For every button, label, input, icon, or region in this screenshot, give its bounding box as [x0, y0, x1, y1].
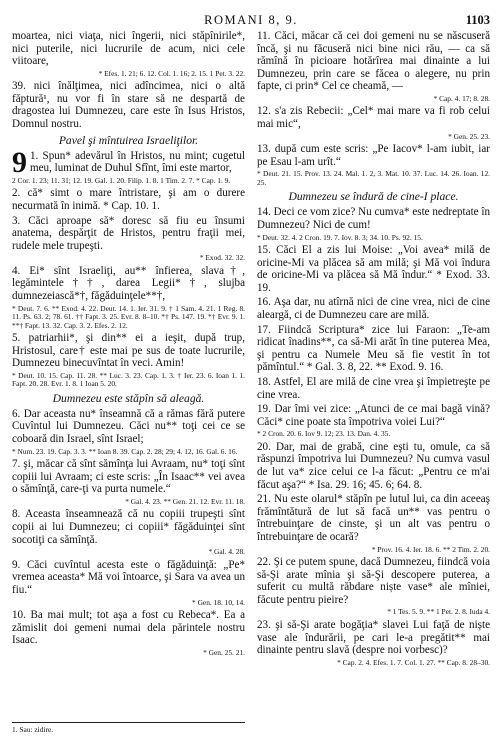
section-heading: Pavel şi mîntuirea Israeliţilor.: [58, 133, 199, 147]
verse-19: 19. Dar îmi vei zice: „Atunci de ce mai bagă vină? Căci* cine poate sta împotriva voiei Lui?“: [257, 403, 490, 428]
cross-reference: * Efes. 1. 21; 6. 12. Col. 1. 16; 2. 15. 1 Pet. 3. 22.: [98, 68, 245, 78]
section-heading: Dumnezeu este stăpîn să aleagă.: [52, 391, 205, 405]
verse-16: 16. Aşa dar, nu atîrnă nici de cine vrea, nici de cine aleargă, ci de Dumnezeu care are milă.: [257, 296, 490, 321]
cross-reference: * Deut. 32. 4. 2 Cron. 19. 7. Iov. 8. 3; 34. 10. Ps. 92. 15.: [257, 232, 423, 242]
verse-5: 5. patriarhii*, şi din** ei a ieşit, după trup, Hristosul, care† este mai pe sus de toate lucrurile, Dumnezeu binecuvîntat în veci. Amin!: [12, 332, 245, 370]
cross-reference: * Gal. 4. 28.: [208, 547, 245, 557]
verse-12: 12. s'a zis Rebecii: „Cel* mai mare va fi rob celui mai mic“,: [257, 105, 490, 131]
page-number: 1103: [465, 13, 490, 27]
cross-reference: * Gen. 25. 21.: [203, 647, 245, 657]
section-heading: Dumnezeu se îndură de cine-I place.: [288, 190, 459, 204]
cross-reference: * Exod. 32. 32.: [199, 253, 245, 263]
columns: [12, 30, 490, 669]
verse-cont: moartea, nici viaţa, nici îngerii, nici stăpînirile*, nici puterile, nici lucrurile de acum, nici cele viitoare,: [12, 30, 245, 68]
verse-15: 15. Căci El a zis lui Moise: „Voi avea* milă de oricine-Mi va plăcea să am milă; şi Mă voi îndura de oricine-Mi va plăcea să Mă îndur.“ * Exod. 33. 19.: [257, 244, 490, 294]
right-column: [257, 30, 490, 669]
cross-reference: * Gen. 18. 10, 14.: [192, 597, 245, 607]
cross-reference: * Cap. 4. 17; 8. 28.: [433, 93, 490, 103]
chapter-number: 9: [12, 145, 27, 179]
verse-14: 14. Deci ce vom zice? Nu cumva* este nedreptate în Dumnezeu? Nici de cum!: [257, 206, 490, 231]
running-head: ROMANI 8, 9.: [204, 13, 298, 27]
verse-10: 10. Ba mai mult; tot aşa a fost cu Rebeca*. Ea a zămislit doi gemeni numai dela părintele nostru Isaac.: [12, 609, 245, 647]
verse-39: 39. nici înălţimea, nici adîncimea, nici o altă făptură¹, nu vor fi în stare să ne despartă de dragostea lui Dumnezeu, care este în Isus Hristos, Domnul nostru.: [12, 80, 245, 131]
verse-2: 2. că* simt o mare întristare, şi am o durere necurmată în inimă. * Cap. 10. 1.: [12, 187, 245, 212]
verse-9: 9. Căci cuvîntul acesta este o făgăduinţă: „Pe* vremea aceasta* Mă voi întoarce, şi Sara va avea un fiu.“: [12, 558, 245, 596]
verse-3: 3. Căci aproape să* doresc să fiu eu însumi anatema, despărţit de Hristos, pentru fraţii mei, rudele mele trupeşti.: [12, 214, 245, 252]
page-header: [12, 10, 490, 30]
cross-reference: * Deut. 10. 15. Cap. 11. 28. ** Luc. 3. 23. Cap. 1. 3. † Ier. 23. 6. Ioan 1. 1. Fapt. 20. 28. Evr. 1. 8. 1 Ioan 5. 20.: [12, 370, 245, 389]
cross-reference: * Gal. 4. 23. ** Gen. 21. 12. Evr. 11. 18.: [125, 496, 245, 506]
cross-reference: * Deut. 21. 15. Prov. 13. 24. Mal. 1. 2, 3. Mat. 10. 37. Luc. 14. 26. Ioan. 12. 25.: [257, 169, 490, 187]
verse-22: 22. Şi ce putem spune, dacă Dumnezeu, fiindcă voia să-Şi arate mînia şi să-Şi descopere puterea, a suferit cu multă răbdare niște vase* ale mîniei, făcute pentru pieire?: [257, 556, 490, 606]
footnote: 1. Sau: zidire.: [12, 722, 245, 734]
cross-reference: * 1 Tes. 5. 9. ** 1 Pet. 2. 8. Iuda 4.: [387, 607, 490, 617]
verse-13: 13. după cum este scris: „Pe Iacov* l-am iubit, iar pe Esau l-am urît.“: [257, 143, 490, 168]
cross-reference: * Gen. 25. 23.: [448, 131, 490, 141]
verse-4: 4. Ei* sînt Israeliţi, au** înfierea, slava†, legămintele††, darea Legii*†, slujba dumnezeiască*†, făgăduinţele**†,: [12, 264, 245, 302]
verse-17: 17. Fiindcă Scriptura* zice lui Faraon: „Te-am ridicat înadins**, ca să-Mi arăt în tine puterea Mea, şi pentru ca Numele Meu să fie vestit în tot pămîntul.“ * Gal. 3. 8, 22. ** Exod. 9. 16.: [257, 323, 490, 374]
cross-reference: * Deut. 7. 6. ** Exod. 4. 22. Deut. 14. 1. Ier. 31. 9. † 1 Sam. 4. 21. 1 Reg. 8. 11. Ps. 63. 2; 78. 61. †† Fapt. 3. 25. Evr. 8. 8–10. *† Ps. 147. 19. *† Evr. 9. 1. **† Fapt. 13. 32. Cap. 3. 2. Efes. 2. 12.: [12, 303, 245, 330]
verse-9-1: [12, 145, 245, 179]
cross-reference: * Cap. 2. 4. Efes. 1. 7. Col. 1. 27. ** Cap. 8. 28–30.: [337, 657, 490, 667]
verse-21: 21. Nu este olarul* stăpîn pe lutul lui, ca din aceeaş frămîntătură de lut să facă un** vas pentru o întrebuinţare de cinste, şi un alt vas pentru o întrebuinţare de ocară?: [257, 493, 490, 543]
cross-reference: 2 Cor. 1. 23; 11. 31; 12. 19. Gal. 1. 20. Filip. 1. 8. 1 Tim. 2. 7. * Cap. 1. 9.: [12, 175, 231, 185]
verse-18: 18. Astfel, El are milă de cine vrea şi împietreşte pe cine vrea.: [257, 375, 490, 401]
verse-23: 23. şi să-Şi arate bogăţia* slavei Lui faţă de niște vase ale îndurării, pe cari le-a pregătit** mai dinainte pentru slavă (despre noi vorbesc)?: [257, 618, 490, 657]
verse-7: 7. şi, măcar că sînt sămînţa lui Avraam, nu* toţi sînt copiii lui Avraam; ci este scris: „În Isaac** vei avea o sămînţă, care-ţi va purta numele.“: [12, 458, 245, 496]
cross-reference: * 2 Cron. 20. 6. Iov 9. 12; 23. 13. Dan. 4. 35.: [257, 429, 391, 439]
cross-reference: * Num. 23. 19. Cap. 3. 3. ** Ioan 8. 39. Cap. 2. 28; 29; 4. 12, 16. Gal. 6. 16.: [12, 446, 238, 456]
verse-11: 11. Căci, măcar că cei doi gemeni nu se născuseră încă, şi nu făcuseră nici bine nici rău, — ca să rămînă în picioare hotărîrea mai dinainte a lui Dumnezeu, prin care se făcea o alegere, nu prin fapte, ci prin* Cel ce cheamă, —: [257, 30, 490, 93]
verse-8: 8. Aceasta înseamnează că nu copiii trupeşti sînt copii ai lui Dumnezeu; ci copiii* făgăduinţei sînt socotiţi ca sămînţă.: [12, 508, 245, 546]
verse-20: 20. Dar, mai de grabă, cine eşti tu, omule, ca să răspunzi împotriva lui Dumnezeu? Nu cumva vasul de lut va* zice celui ce l-a făcut: „Pentru ce m'ai făcut aşa?“ * Isa. 29. 16; 45. 6; 64. 8.: [257, 440, 490, 491]
cross-reference: * Prov. 16. 4. Ier. 18. 6. ** 2 Tim. 2. 20.: [371, 544, 490, 554]
verse-6: 6. Dar aceasta nu* înseamnă că a rămas fără putere Cuvîntul lui Dumnezeu. Căci nu** toţi cei ce se coboară din Israel, sînt Israel;: [12, 407, 245, 446]
left-column: [12, 30, 245, 669]
verse-text: 1. Spun* adevărul în Hristos, nu mint; cugetul meu, luminat de Duhul Sfînt, îmi este martor,: [30, 149, 245, 175]
